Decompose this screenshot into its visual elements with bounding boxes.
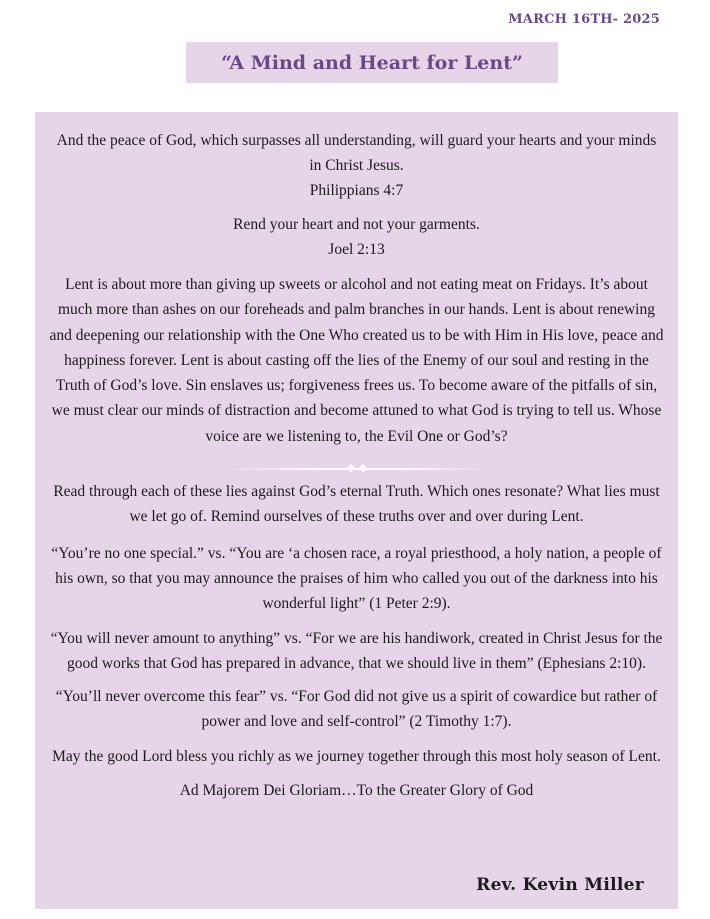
lie-truth-item: “You’ll never overcome this fear” vs. “For God did not give us a spirit of cowardice but rather of power and love and self-control” (2 Timothy 1:7). <box>55 688 658 731</box>
ornamental-divider <box>232 464 482 474</box>
title-banner <box>186 42 558 83</box>
verse-reference: Philippians 4:7 <box>309 182 404 199</box>
signature: Rev. Kevin Miller <box>476 875 644 895</box>
lie-truth-item: “You’re no one special.” vs. “You are ‘a chosen race, a royal priesthood, a holy nation, a people of his own, so that you may announce the praises of him who called you out of the darkness into his wonderful light” (1 Peter 2:9). <box>51 544 662 613</box>
lies-intro: Read through each of these lies against God’s eternal Truth. Which ones resonate? What lies must we let go of. Remind ourselves of these truths over and over during Lent. <box>53 483 660 526</box>
intro-paragraph: Lent is about more than giving up sweets or alcohol and not eating meat on Fridays. It’s about much more than ashes on our foreheads and palm branches in our hands. Lent is about renewing and deepening our relationship with the One Who created us to be with Him in His love, peace and happiness forever. Lent is about casting off the lies of the Enemy of our soul and resting in the Truth of God’s love. Sin enslaves us; forgiveness frees us. To become aware of the pitfalls of sin, we must clear our minds of distraction and become attuned to what God is trying to tell us. Whose voice are we listening to, the Evil One or God’s? <box>49 276 664 445</box>
page-title: “A Mind and Heart for Lent” <box>221 51 523 74</box>
divider-diamond-icon <box>346 464 354 472</box>
motto: Ad Majorem Dei Gloriam…To the Greater Glory of God <box>179 782 534 800</box>
blessing: May the good Lord bless you richly as we journey together through this most holy season of Lent. <box>52 747 661 765</box>
verse-text: And the peace of God, which surpasses all understanding, will guard your hearts and your minds in Christ Jesus. <box>56 132 657 174</box>
divider-line <box>232 468 482 470</box>
verse-reference: Joel 2:13 <box>328 240 385 258</box>
reflection-content <box>49 128 664 803</box>
reflection-panel <box>35 112 678 909</box>
date-label: MARCH 16TH- 2025 <box>508 12 660 27</box>
verse-text: Rend your heart and not your garments. <box>233 216 480 233</box>
verse-philippians <box>49 128 664 203</box>
divider-diamond-icon <box>358 464 366 472</box>
verse-joel <box>49 213 664 262</box>
lie-truth-item: “You will never amount to anything” vs. “For we are his handiwork, created in Christ Jesus for the good works that God has prepared in advance, that we should live in them” (Ephesians 2:10). <box>50 629 663 672</box>
